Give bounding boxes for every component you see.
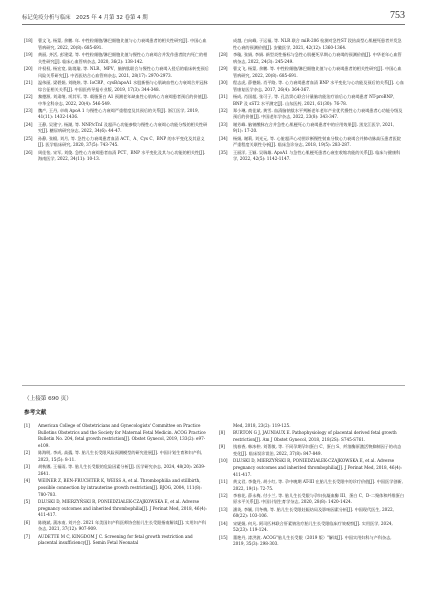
references-column-bottom-left bbox=[24, 423, 209, 547]
reference-entry bbox=[219, 38, 404, 51]
reference-number: [30] bbox=[219, 79, 228, 85]
reference-number: [21] bbox=[24, 79, 33, 85]
reference-text: 曹文飞, 杨蒙, 余鹏. 年. 中性粒细胞/淋巴细胞比值与心力衰竭患者的相关性研究[J]. 中国心血管病研究, 2022, 20(8): 685-691. bbox=[38, 38, 207, 50]
reference-text: 温伟丽, 梁碧娟, 刘晓炜, 等. IoCRP、cysB/apoA1 水股新指与心肌缺血性心力衰竭合并冠脉综合征相关关系[J]. 中国医药导报专业版, 2019, 17(3): 344-348. bbox=[38, 79, 208, 92]
reference-number: [23] bbox=[24, 107, 33, 113]
reference-text: 王静, 吴建宁, 杨湖, 等. NNP/cTnI 及超声心功能参数与慢性心力衰竭心功能分级的相关性研究[J]. 糖尿病研究杂志, 2022, 34(6): 44-47. bbox=[38, 121, 208, 134]
reference-number: [7] bbox=[24, 533, 30, 539]
reference-text: 孙静, 张榴, 刘月, 等. 急性心力衰竭患者血清 ACT、A、Cys C、BNP 的水平变化及其意义[J]. 医学临床研究, 2020, 37(5): 743-745. bbox=[38, 135, 205, 148]
reference-entry bbox=[24, 450, 209, 463]
reference-number: [32] bbox=[219, 107, 228, 113]
reference-text: 宋妮娟, 何凡. 阿司匹林联合肝素钠治疗胎儿生长受限临床疗效观察[J]. 实用医学, 2024, 52(23): 119-124. bbox=[233, 520, 393, 533]
reference-number: [33] bbox=[219, 121, 228, 127]
reference-text: BURTON G J, JAUNIAUX E. Pathophysiology of placental derived fetal growth restriction[J]. Am J Obstet Gynecol, 2018, 218(2S): S745-S761. bbox=[233, 430, 397, 442]
reference-number: [1] bbox=[24, 423, 30, 428]
reference-number: [12] bbox=[219, 492, 228, 498]
reference-number: [29] bbox=[219, 65, 228, 71]
reference-entry bbox=[219, 535, 404, 548]
reference-text: 李璇, 张娟, 李娟. 新型炎性指标与急性心肌梗死早期心力衰竭的预测价值[J]. 中华老年心血管病杂志, 2022, 24(3): 245-249. bbox=[233, 51, 402, 64]
reference-entry bbox=[24, 38, 209, 51]
reference-entry bbox=[24, 150, 209, 163]
reference-entry bbox=[219, 521, 404, 534]
running-header bbox=[22, 10, 405, 25]
reference-text: AUDETTE M C, KINGDOM J C. Screening for fetal growth restriction and placental insufficiency[J]. Semin Fetal Neonatal bbox=[38, 533, 193, 546]
reference-number: [22] bbox=[24, 93, 33, 99]
reference-number: [3] bbox=[24, 464, 30, 470]
page-number: 753 bbox=[390, 10, 405, 21]
reference-number: [8] bbox=[219, 430, 225, 436]
reference-number: [34] bbox=[219, 135, 228, 141]
reference-text: WEINER Z, BEN-FRUCHTER K, WEISS A, et al. Thrombophilia and stillbirth, possible connection by intrauterine growth restriction[J]. BJOG, 2004, 111(8): 780-783. bbox=[38, 478, 202, 497]
reference-entry bbox=[24, 534, 209, 547]
reference-text: 李春花, 薛永梅, 付小兰, 等. 胎儿生长受限与孕妇抗凝血酶 III、蛋白 C、D-二聚体和纤维蛋白原水平关系[J]. 中国计划生育学杂志, 2020, 28(8): 1420-1424. bbox=[233, 492, 404, 505]
reference-number: [13] bbox=[219, 506, 228, 512]
reference-text: 陈海明, 李成, 高孺, 等. 胎儿生长受限风险预测模型的研究进展[J]. 中国计划生育和妇产科, 2023, 15(5): 8-11. bbox=[38, 450, 203, 463]
reference-entry bbox=[219, 122, 404, 135]
reference-text: 曹文飞, 杨蒙, 余鹏. 等. 中性粒细胞/淋巴细胞比值与心力衰竭患者的相关性研究[J]. 中国心血管病研究, 2022, 20(8): 685-691. bbox=[233, 65, 402, 78]
reference-number: [5] bbox=[24, 498, 30, 504]
reference-entry bbox=[219, 80, 404, 93]
reference-number: [2] bbox=[24, 450, 30, 456]
reference-text: 杨成, 肖国超, 张可子, 等. 孔浩窦心联合计量脑功能治疗前后心力衰竭患者 NT-proBNP、BNP 及 sST2 水平测定[J]. 山东医药, 2021, 61(30): 76-78. bbox=[233, 93, 398, 106]
reference-entry bbox=[24, 108, 209, 121]
reference-entry bbox=[219, 479, 404, 492]
reference-entry bbox=[24, 80, 209, 93]
references-column-right bbox=[219, 38, 404, 164]
reference-entry bbox=[219, 66, 404, 79]
reference-entry bbox=[24, 520, 209, 533]
reference-text: 陈晓斌, 蒲冰南, 刘兴会. 2021 年美国妇产科医师协会胎儿生长受限指南解读[J]. 实用妇产科杂志, 2021, 37(12): 907-909. bbox=[38, 519, 207, 532]
reference-text: 郑小琳, 商佳斌, 黄雪. 血清脑钠肽水平判断老年老年产业优代慢性心力衰竭患者心功能分级及预后的价值[J]. 中国老年学杂志, 2022, 23(8): 343-347. bbox=[233, 107, 403, 120]
reference-text: 成越, 白向峰, 于运福, 等. NLR 联合 miR-206 检测对急性ST 段抬高型心肌梗死患者并发急性心衰的预测价值[J]. 安徽医学, 2021, 42(12): 1360-1364. bbox=[233, 38, 402, 50]
reference-number: [31] bbox=[219, 93, 228, 99]
reference-number: [25] bbox=[24, 135, 33, 141]
reference-number: [4] bbox=[24, 478, 30, 484]
reference-number: [28] bbox=[219, 51, 228, 57]
references-column-left bbox=[24, 38, 209, 164]
references-heading: 参考文献 bbox=[24, 410, 47, 416]
reference-entry bbox=[219, 444, 404, 457]
reference-text: 程志虎, 薛德娟, 肖平路, 等. 心力衰竭患者血清 BNP 水平变化与心功能及预后的关系[J]. 心血管康复医学杂志, 2017, 26(4): 364-367. bbox=[233, 79, 404, 92]
reference-entry bbox=[219, 493, 404, 506]
reference-text: 黄文君, 李俊丹, 胡小红, 等. 孕中晚期 AT-III 在胎儿生长受限中的诊疗价值[J]. 中国医学创新, 2022, 19(1): 72-75. bbox=[233, 478, 403, 491]
reference-number: [24] bbox=[24, 121, 33, 127]
reference-entry bbox=[24, 66, 209, 79]
reference-number: [15] bbox=[219, 534, 228, 540]
reference-text: 王丽洋, 王颖. 吴瑞雄. ApoA1 与急性心肌梗死患者心衰室收缩功能的关系[J]. 临床与健康科学, 2022, 42(5): 1142-1147. bbox=[233, 149, 401, 162]
reference-number: [14] bbox=[219, 520, 228, 526]
reference-text: American College of Obstetricians and Gynecologists' Committee on Practice Bulletins Obstetrics and the Society for Maternal Fetal Medicin. ACOG Practice Bulletin No. 204, fetal growth restriction[J]. Obstet Gynecol, 2019, 133(2): e97-e109. bbox=[38, 423, 206, 449]
reference-entry bbox=[219, 430, 404, 443]
reference-entry bbox=[24, 52, 209, 65]
reference-entry bbox=[24, 464, 209, 477]
reference-entry bbox=[219, 136, 404, 149]
reference-entry bbox=[219, 150, 404, 163]
references-column-bottom-right bbox=[219, 423, 404, 549]
reference-entry bbox=[219, 458, 404, 478]
reference-number: [19] bbox=[24, 51, 33, 57]
reference-text: 胡秋娜, 王福雨, 等. 胎儿生长受限的危险因素分析[J]. 医学研究杂志, 2024, 48(20): 2639-2641. bbox=[38, 464, 206, 477]
reference-text: 黎德源, 刘肃绪, 项其军, 等. 载脂蛋白 A1 预测老年缺血性心肌病心力衰竭患者预后的价值[J]. 中华全科杂志, 2022, 20(4): 546-549. bbox=[38, 93, 208, 106]
reference-number: [26] bbox=[24, 149, 33, 155]
reference-entry bbox=[219, 52, 404, 65]
reference-entry bbox=[219, 507, 404, 520]
reference-text: 黄丽, 齐活, 彭建梁, 等. 中性粒细胞/淋巴细胞比值与慢性心力衰竭合并发作患者院内死亡的相关性研究[J]. 临床心血管病杂志, 2020, 36(2): 138-142. bbox=[38, 51, 208, 64]
reference-entry bbox=[24, 423, 209, 450]
reference-text: 魏产, 王丹, 卓萌 ApoA 1 与慢性心力衰竭严重程度及其预后的关系[J]. 浙江医学, 2019, 41(11): 1432-1436. bbox=[38, 107, 199, 120]
reference-text: 潘英, 李颖, 闫冬梅, 等. 胎儿生长受限妊娠结局及影响因素分析[J]. 中国现代医生, 2022, 60(22): 103-106. bbox=[233, 506, 394, 519]
reference-text: DLUSKI D, MIERZYŃSKI R, PONIEDZIAŁEK-CZAJKOWSKA E, et al. Adverse pregnancy outcomes and inherited thrombophilia[J]. J Perinat Med, 2018, 46(4): 411-417. bbox=[38, 498, 207, 518]
reference-text: 杨娟, 谢莉, 刘光元, 等. 心脏超声心动图诊断慢性射血分数心力衰竭合并肺动脉高压患者医院严重程度关联性分析[J]. 临床急诊杂志, 2018, 19(5): 283-287. bbox=[233, 135, 401, 148]
reference-entry bbox=[24, 122, 209, 135]
continued-from-note: （上接第 690 页） bbox=[24, 396, 72, 402]
section-divider bbox=[22, 385, 405, 386]
reference-entry bbox=[219, 108, 404, 121]
reference-text: DLUSKI D, MIERZYŃSKI R, PONIEDZIAŁEK-CZAJKOWSKA E, et al. Adverse pregnancy outcomes and inherited thrombophilia[J]. J Perinat Med, 2018, 46(4): 411-417. bbox=[233, 458, 402, 477]
reference-entry bbox=[24, 478, 209, 498]
reference-text: 董艳丹, 漆洪波. ACOG"胎儿生长受限（2019 版）"解读[J]. 中国实用妇科与产科杂志, 2019, 35(3): 298-303. bbox=[233, 534, 392, 547]
reference-number: [35] bbox=[219, 149, 228, 155]
reference-text: 周佳怡, 宋军, 刘俊. 急性心力衰竭患者血清 PCT、BNP 水平变化及其与心功能的相关性[J]. 海南医学, 2022, 34(11): 10-13. bbox=[38, 149, 206, 162]
reference-text: Med, 2018, 23(2): 119-125. bbox=[233, 423, 291, 428]
reference-text: 谢芳峰. 脑钠酸脉在合并急性心肌梗死心力衰竭患者中的应用效果[J]. 黑龙江医学, 2021, 9(1): 17-20. bbox=[233, 121, 395, 134]
reference-number: [11] bbox=[219, 478, 228, 484]
reference-entry bbox=[219, 423, 404, 430]
reference-entry bbox=[24, 136, 209, 149]
reference-text: 钱春香, 韩冰仲, 刘菁敏, 等. 不同孕期孕妇蛋白 C、蛋白 S、纤溶酶原激活物抑制因子的动态变化[J]. 临床误诊误治, 2022, 37(8): 847-849. bbox=[233, 444, 402, 456]
reference-entry bbox=[219, 94, 404, 107]
reference-number: [10] bbox=[219, 458, 228, 464]
reference-number: [6] bbox=[24, 519, 30, 525]
reference-number: [9] bbox=[219, 444, 225, 450]
reference-entry bbox=[24, 94, 209, 107]
reference-text: 许权权, 杨宏宽, 陆境瑜, 等. NLR、MPV、脑钠肽联合与慢性心力衰竭入侵后的临床转变预后风险关系研究[J]. 中西医结合心血管病杂志, 2021, 28(17): 2970-2973. bbox=[38, 65, 209, 78]
reference-number: [20] bbox=[24, 65, 33, 71]
journal-header: 标记免疫分析与临床 2025 年 4 月第 32 卷第 4 期 bbox=[22, 15, 148, 21]
reference-number: [18] bbox=[24, 38, 33, 43]
reference-entry bbox=[24, 499, 209, 519]
